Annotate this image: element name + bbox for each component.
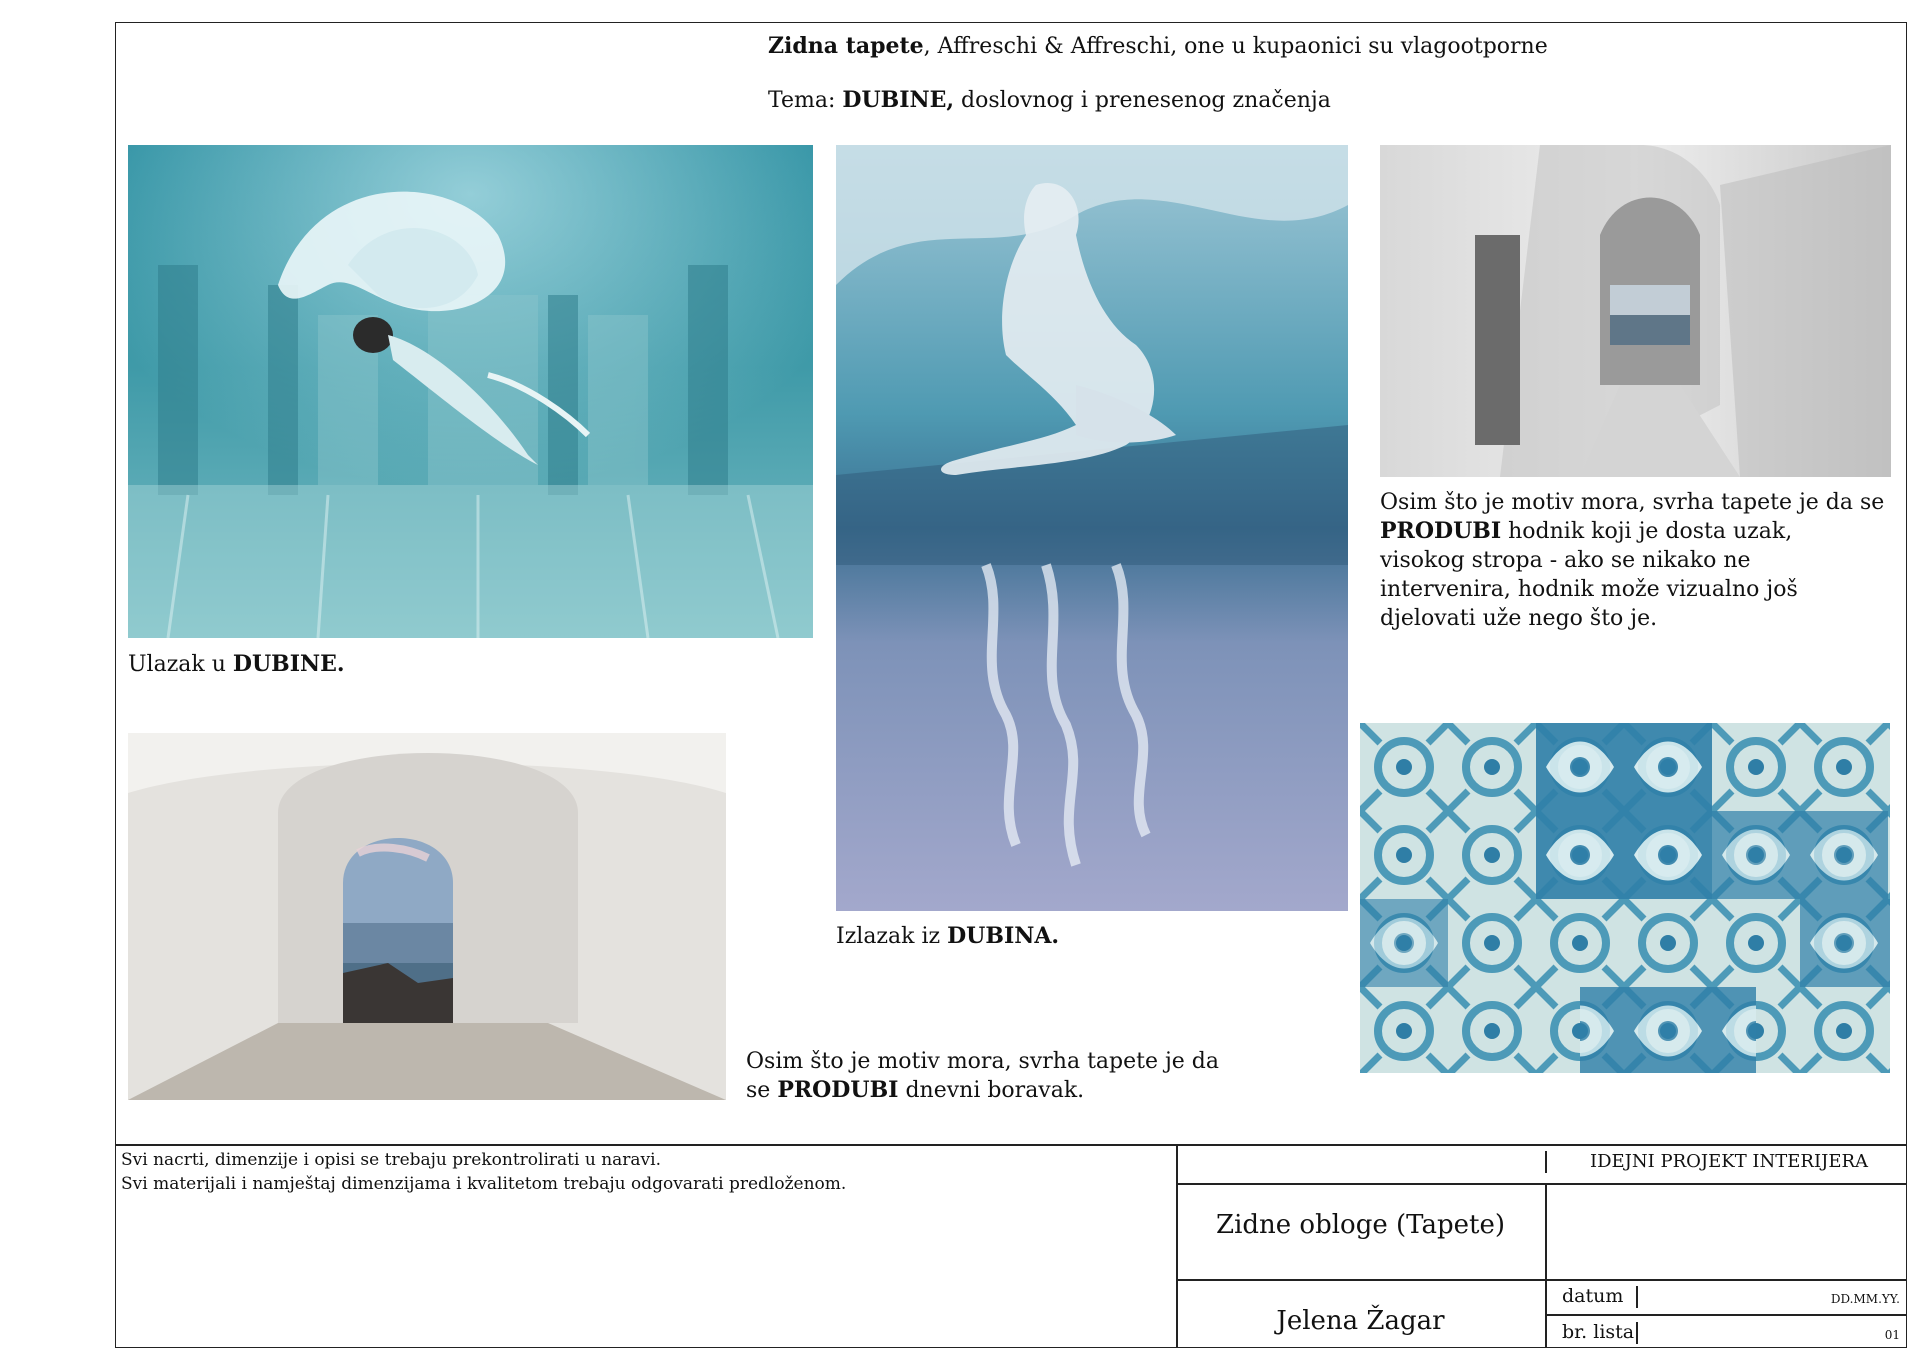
caption-exit: Izlazak iz DUBINA. (836, 923, 1060, 949)
author-name: Jelena Žagar (1276, 1306, 1445, 1336)
blue-figure-reflection-photo (836, 145, 1348, 911)
note-line-1: Svi nacrti, dimenzije i opisi se trebaju prekontrolirati u naravi. (121, 1150, 661, 1170)
title-block-row-line-3 (1545, 1314, 1907, 1316)
project-title: IDEJNI PROJEKT INTERIJERA (1590, 1151, 1869, 1172)
caption-enter: Ulazak u DUBINE. (128, 651, 345, 677)
caption-hallway: Osim što je motiv mora, svrha tapete je da se PRODUBI hodnik koji je dosta uzak, visokog stropa - ako se nikako ne intervenira, hodnik može vizualno još djelovati uže nego što je. (1380, 490, 1885, 631)
date-value: DD.MM.YY. (1830, 1292, 1900, 1306)
sheet-number-label: br. lista (1562, 1321, 1635, 1343)
sheet-title: Zidne obloge (Tapete) (1216, 1210, 1505, 1240)
note-line-2: Svi materijali i namještaj dimenzijama i kvalitetom trebaju odgovarati predloženom. (121, 1174, 847, 1194)
title-block-col-line (1545, 1183, 1547, 1348)
title-block-row-line-1 (1176, 1183, 1907, 1185)
caption-living-room: Osim što je motiv mora, svrha tapete je da se PRODUBI dnevni boravak. (746, 1049, 1220, 1103)
date-label: datum (1562, 1285, 1624, 1307)
title-block-top-border (115, 1144, 1907, 1146)
header-line-2: Tema: DUBINE, doslovnog i prenesenog značenja (768, 87, 1331, 113)
sheet-tick (1636, 1322, 1638, 1344)
arched-tunnel-sea-photo (128, 733, 726, 1100)
project-tick (1545, 1151, 1547, 1173)
sheet-number-value: 01 (1884, 1328, 1900, 1342)
blue-patterned-tiles-photo (1360, 723, 1890, 1073)
date-tick (1636, 1286, 1638, 1308)
underwater-ballroom-photo (128, 145, 813, 638)
white-alley-sea-view-photo (1380, 145, 1891, 477)
header-line-1: Zidna tapete, Affreschi & Affreschi, one u kupaonici su vlagootporne (768, 33, 1548, 59)
title-block-row-line-2 (1176, 1279, 1907, 1281)
